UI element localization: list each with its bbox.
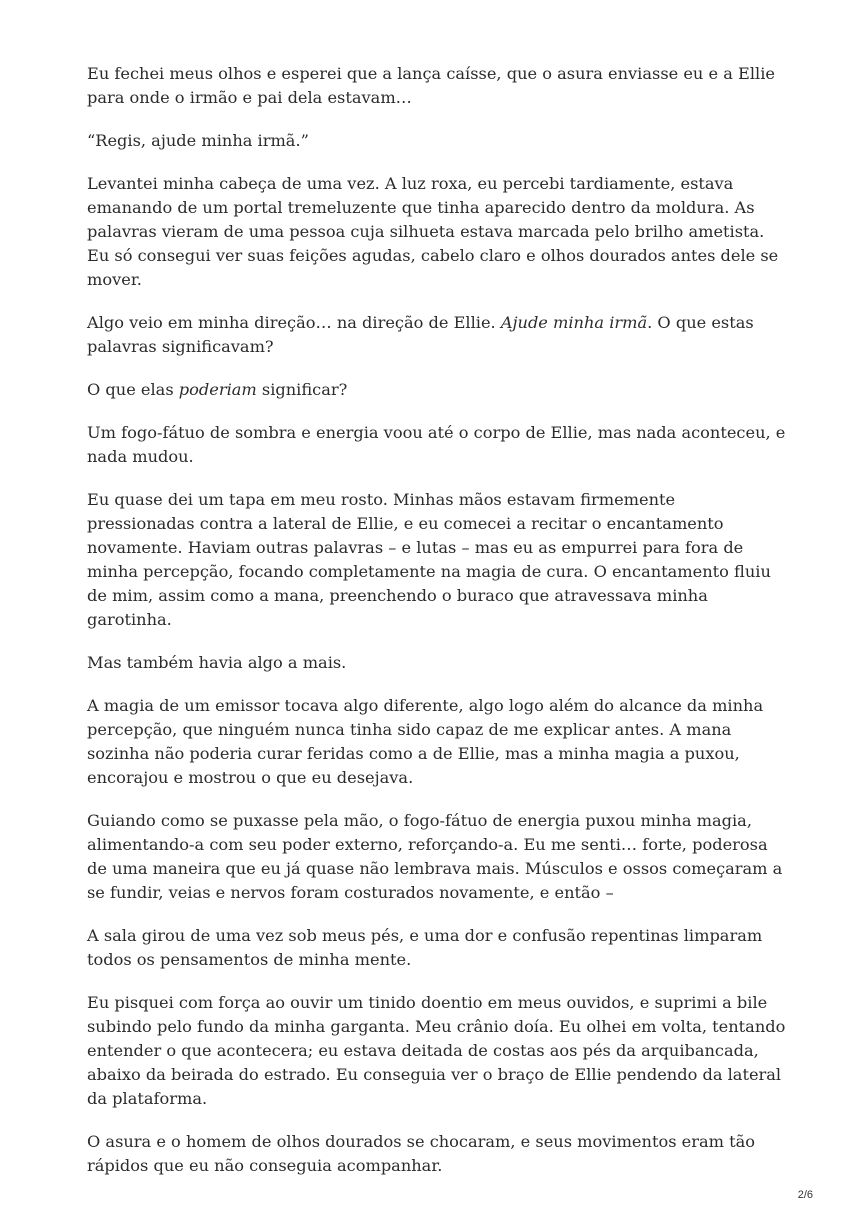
text-run: “Regis, ajude minha irmã.”: [87, 131, 309, 150]
text-run: Eu pisquei com força ao ouvir um tinido doentio em meus ouvidos, e suprimi a bile subindo pelo fundo da minha garganta. Meu crânio doía. Eu olhei em volta, tentando entender o que acontecera; eu estava deitada de costas aos pés da arquibancada, abaixo da beirada do estrado. Eu conseguia ver o braço de Ellie pendendo da lateral da plataforma.: [87, 993, 786, 1108]
text-run: O asura e o homem de olhos dourados se chocaram, e seus movimentos eram tão rápidos que eu não conseguia acompanhar.: [87, 1132, 756, 1175]
text-run: O que elas: [87, 380, 179, 399]
text-run: A magia de um emissor tocava algo diferente, algo logo além do alcance da minha percepção, que ninguém nunca tinha sido capaz de me explicar antes. A mana sozinha não poderia curar feridas como a de Ellie, mas a minha magia a puxou, encorajou e mostrou o que eu desejava.: [87, 696, 764, 787]
text-run: significar?: [256, 380, 348, 399]
text-run: Levantei minha cabeça de uma vez. A luz roxa, eu percebi tardiamente, estava emanando de um portal tremeluzente que tinha aparecido dentro da moldura. As palavras vieram de uma pessoa cuja silhueta estava marcada pelo brilho ametista. Eu só consegui ver suas feições agudas, cabelo claro e olhos dourados antes dele se mover.: [87, 174, 779, 289]
italic-text-run: poderiam: [178, 380, 257, 399]
paragraph: [87, 1130, 787, 1178]
paragraph: [87, 651, 787, 675]
paragraph: [87, 172, 787, 292]
paragraph: [87, 809, 787, 905]
paragraph: [87, 991, 787, 1111]
italic-text-run: Ajude minha irmã: [500, 313, 648, 332]
text-run: Guiando como se puxasse pela mão, o fogo-fátuo de energia puxou minha magia, alimentando-a com seu poder externo, reforçando-a. Eu me senti… forte, poderosa de uma maneira que eu já quase não lembrava mais. Músculos e ossos começaram a se fundir, veias e nervos foram costurados novamente, e então –: [87, 811, 783, 902]
paragraph: [87, 421, 787, 469]
paragraph: [87, 311, 787, 359]
page-number: 2/6: [797, 1189, 813, 1201]
paragraph: [87, 694, 787, 790]
text-run: Eu quase dei um tapa em meu rosto. Minhas mãos estavam firmemente pressionadas contra a lateral de Ellie, e eu comecei a recitar o encantamento novamente. Haviam outras palavras – e lutas – mas eu as empurrei para fora de minha percepção, focando completamente na magia de cura. O encantamento fluiu de mim, assim como a mana, preenchendo o buraco que atravessava minha garotinha.: [87, 490, 771, 629]
text-run: Um fogo-fátuo de sombra e energia voou até o corpo de Ellie, mas nada aconteceu, e nada mudou.: [87, 423, 786, 466]
document-body: [87, 62, 787, 1197]
text-run: Eu fechei meus olhos e esperei que a lança caísse, que o asura enviasse eu e a Ellie para onde o irmão e pai dela estavam…: [87, 64, 775, 107]
text-run: A sala girou de uma vez sob meus pés, e uma dor e confusão repentinas limparam todos os pensamentos de minha mente.: [87, 926, 763, 969]
text-run: Mas também havia algo a mais.: [87, 653, 347, 672]
text-run: . O que estas palavras significavam?: [87, 313, 754, 356]
text-run: Algo veio em minha direção… na direção de Ellie.: [87, 313, 501, 332]
paragraph: [87, 924, 787, 972]
paragraph: [87, 62, 787, 110]
paragraph: [87, 378, 787, 402]
paragraph: [87, 129, 787, 153]
paragraph: [87, 488, 787, 632]
